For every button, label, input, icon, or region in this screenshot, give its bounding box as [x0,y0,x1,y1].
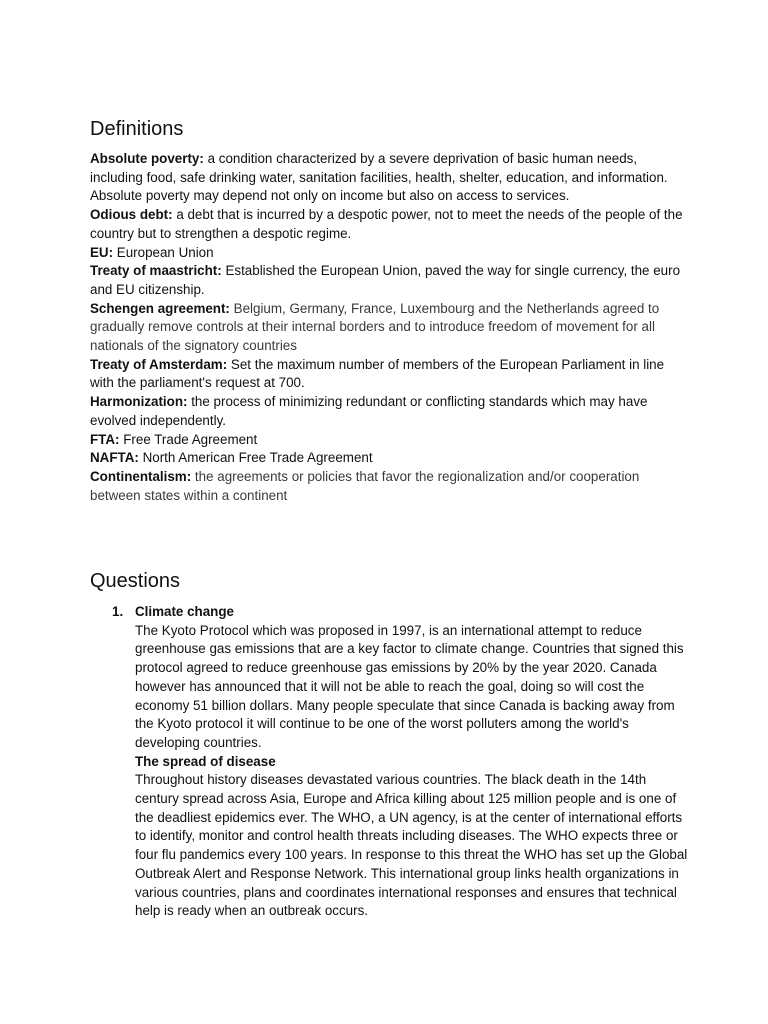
question-body: The Kyoto Protocol which was proposed in 1997, is an international attempt to reduce greenhouse gas emissions that are a key factor to climate change. Countries that signed this protocol agreed to reduce greenhouse gas emissions by 20% by the year 2020. Canada however has announced that it will not be able to reach the goal, doing so will cost the economy 51 billion dollars. Many people speculate that since Canada is backing away from the Kyoto protocol it will continue to be one of the worst polluters among the world's developing countries. [135,622,684,750]
questions-heading: Questions [90,570,181,592]
definition-item [90,300,690,356]
definition-item [90,262,690,299]
question-title: The spread of disease [135,753,276,769]
question-item [90,603,690,921]
definition-term: EU: [90,244,114,260]
definitions-heading: Definitions [90,118,184,140]
definition-item [90,150,690,206]
definition-item [90,356,690,393]
question-number: 1. [112,604,124,619]
definition-term: FTA: [90,431,120,447]
definition-term: Continentalism: [90,468,192,484]
definition-text: the process of minimizing redundant or conflicting standards which may have evolved independently. [90,394,648,428]
question-body: Throughout history diseases devastated various countries. The black death in the 14th century spread across Asia, Europe and Africa killing about 125 million people and is one of the deadliest epidemics ever. The WHO, a UN agency, is at the center of international efforts to identify, monitor and control health threats including diseases. The WHO expects three or four flu pandemics every 100 years. In response to this threat the WHO has set up the Global Outbreak Alert and Response Network. This international group links health organizations in various countries, plans and coordinates international responses and ensures that technical help is ready when an outbreak occurs. [135,772,688,919]
definition-text: Free Trade Agreement [123,431,258,447]
definition-item [90,431,690,450]
definition-text: a debt that is incurred by a despotic power, not to meet the needs of the people of the country but to strengthen a despotic regime. [90,207,683,241]
definition-term: NAFTA: [90,450,139,466]
definition-text: European Union [116,244,214,260]
definition-item [90,393,690,430]
definition-text: Belgium, Germany, France, Luxembourg and the Netherlands agreed to gradually remove controls at their internal borders and to introduce freedom of movement for all nationals of the signatory countries [90,300,660,354]
definition-text: Established the European Union, paved the way for single currency, the euro and EU citizenship. [90,263,681,297]
definition-term: Treaty of maastricht: [90,263,222,279]
definition-text: a condition characterized by a severe deprivation of basic human needs, including food, safe drinking water, sanitation facilities, health, shelter, education, and information. Absolute poverty may depend not only on income but also on access to services. [90,151,668,204]
definition-item [90,449,690,468]
definition-term: Treaty of Amsterdam: [90,356,228,372]
question-title: Climate change [135,604,234,619]
definition-term: Schengen agreement: [90,300,230,316]
definition-term: Odious debt: [90,207,173,223]
definition-term: Harmonization: [90,394,188,410]
definition-item [90,468,690,505]
definition-text: the agreements or policies that favor the regionalization and/or cooperation between states within a continent [90,468,640,503]
definition-item [90,244,690,263]
definition-item [90,206,690,243]
definition-term: Absolute poverty: [90,151,204,166]
definition-text: Set the maximum number of members of the European Parliament in line with the parliament's request at 700. [90,356,665,391]
definitions-list [90,150,690,505]
definition-text: North American Free Trade Agreement [142,450,373,466]
questions-list [90,603,690,921]
